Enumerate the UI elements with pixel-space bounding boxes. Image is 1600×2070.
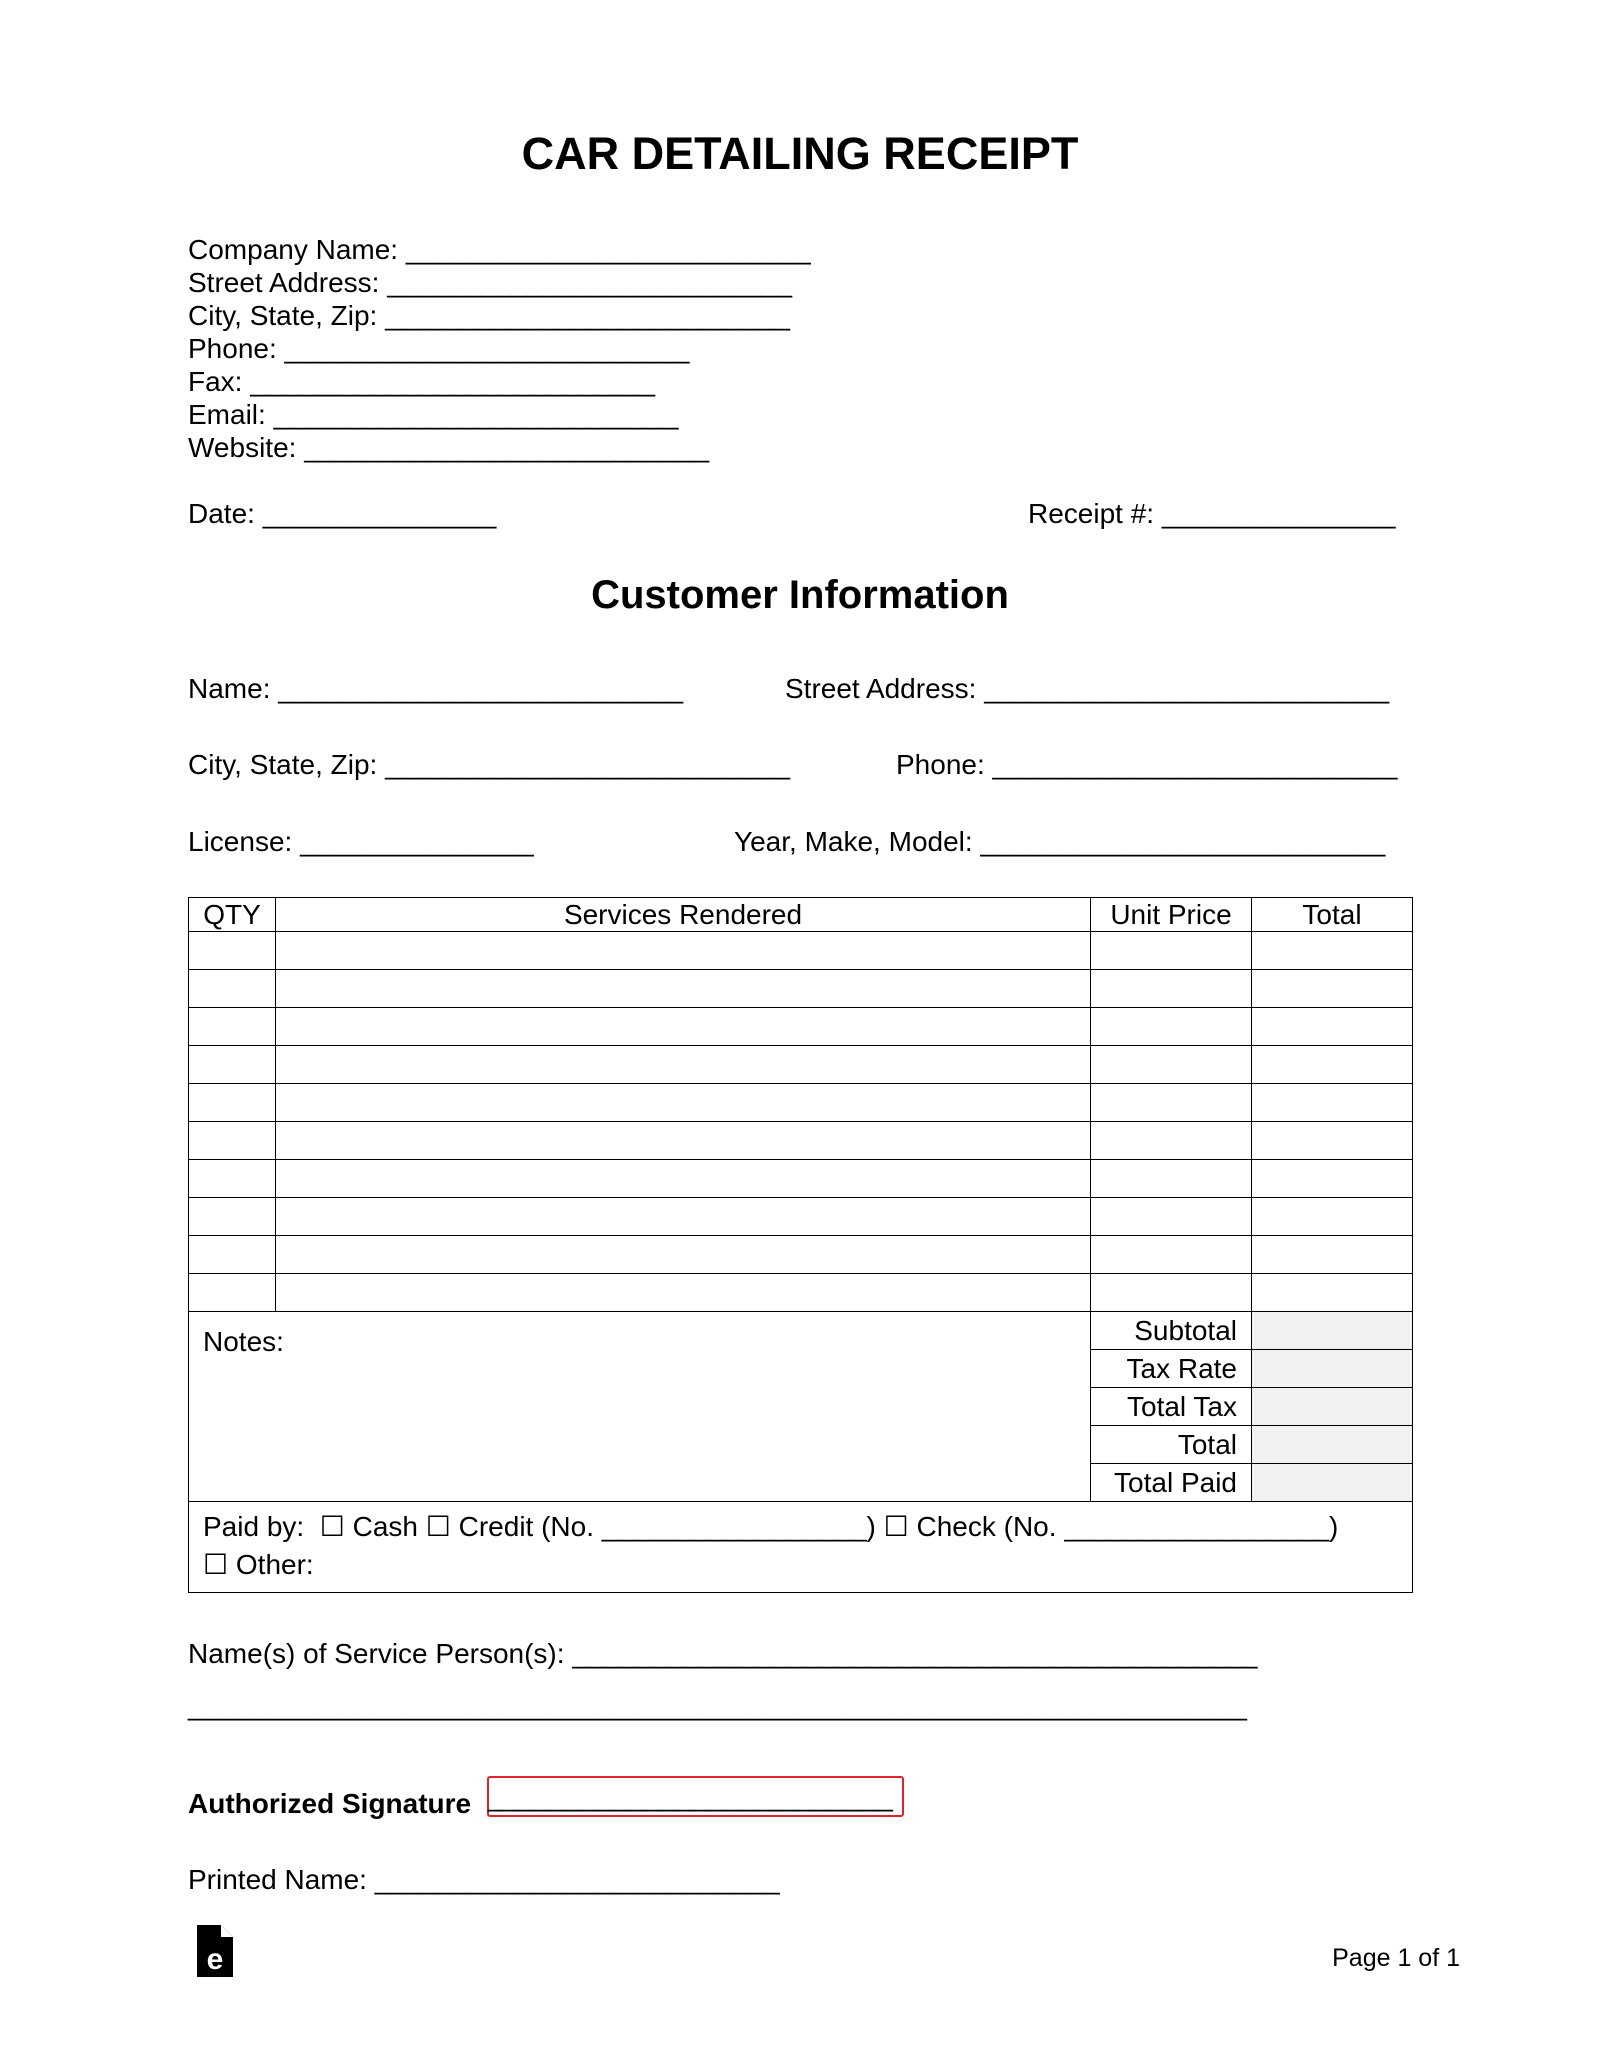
- total-cell[interactable]: [1252, 1198, 1413, 1236]
- customer-phone-field[interactable]: Phone: __________________________: [896, 749, 1398, 780]
- table-row[interactable]: [189, 1274, 1413, 1312]
- company-city-field[interactable]: City, State, Zip: __________________________: [188, 300, 790, 331]
- services-table: [188, 897, 1413, 1593]
- document-e-logo-icon: [197, 1925, 233, 1977]
- vehicle-field[interactable]: Year, Make, Model: __________________________: [734, 826, 1386, 857]
- receipt-number-field[interactable]: Receipt #: _______________: [1028, 498, 1396, 529]
- service-cell[interactable]: [276, 1160, 1091, 1198]
- svg-text:e: e: [206, 1943, 224, 1976]
- company-name-field[interactable]: Company Name: __________________________: [188, 234, 811, 265]
- total-value[interactable]: [1252, 1426, 1413, 1464]
- payment-options-line[interactable]: Paid by: ☐ Cash ☐ Credit (No. _________________) ☐ Check (No. _________________): [203, 1511, 1339, 1542]
- customer-street-field[interactable]: Street Address: __________________________: [785, 673, 1390, 704]
- unit-price-cell[interactable]: [1091, 1236, 1252, 1274]
- subtotal-label: Subtotal: [1091, 1312, 1252, 1350]
- service-cell[interactable]: [276, 1084, 1091, 1122]
- signature-line[interactable]: __________________________: [488, 1781, 893, 1812]
- signature-label: Authorized Signature: [188, 1788, 472, 1819]
- tax-rate-label: Tax Rate: [1091, 1350, 1252, 1388]
- service-cell[interactable]: [276, 932, 1091, 970]
- tax-rate-value[interactable]: [1252, 1350, 1413, 1388]
- service-cell[interactable]: [276, 970, 1091, 1008]
- total-cell[interactable]: [1252, 1122, 1413, 1160]
- qty-cell[interactable]: [189, 932, 276, 970]
- total-tax-value[interactable]: [1252, 1388, 1413, 1426]
- company-fax-field[interactable]: Fax: __________________________: [188, 366, 656, 397]
- qty-cell[interactable]: [189, 1160, 276, 1198]
- total-paid-label: Total Paid: [1091, 1464, 1252, 1502]
- payment-other-line[interactable]: ☐ Other:: [203, 1549, 314, 1580]
- table-row[interactable]: [189, 1046, 1413, 1084]
- payment-row: [189, 1502, 1413, 1593]
- unit-price-cell[interactable]: [1091, 932, 1252, 970]
- total-tax-label: Total Tax: [1091, 1388, 1252, 1426]
- unit-price-cell[interactable]: [1091, 1160, 1252, 1198]
- unit-price-cell[interactable]: [1091, 1274, 1252, 1312]
- service-cell[interactable]: [276, 1008, 1091, 1046]
- table-row[interactable]: [189, 1084, 1413, 1122]
- table-row[interactable]: [189, 1236, 1413, 1274]
- service-persons-line-2[interactable]: ____________________________________________________________________: [188, 1690, 1247, 1721]
- table-row[interactable]: [189, 1122, 1413, 1160]
- unit-price-header: Unit Price: [1091, 898, 1252, 932]
- qty-cell[interactable]: [189, 1274, 276, 1312]
- notes-area[interactable]: [189, 1312, 1091, 1502]
- subtotal-value[interactable]: [1252, 1312, 1413, 1350]
- license-field[interactable]: License: _______________: [188, 826, 534, 857]
- company-email-field[interactable]: Email: __________________________: [188, 399, 679, 430]
- total-cell[interactable]: [1252, 1046, 1413, 1084]
- printed-name-field[interactable]: Printed Name: __________________________: [188, 1864, 780, 1895]
- total-cell[interactable]: [1252, 1236, 1413, 1274]
- qty-cell[interactable]: [189, 1046, 276, 1084]
- table-header-row: [189, 898, 1413, 932]
- service-cell[interactable]: [276, 1198, 1091, 1236]
- service-cell[interactable]: [276, 1122, 1091, 1160]
- date-field[interactable]: Date: _______________: [188, 498, 497, 529]
- service-persons-field[interactable]: Name(s) of Service Person(s): ____________________________________________: [188, 1638, 1258, 1669]
- total-cell[interactable]: [1252, 1084, 1413, 1122]
- table-row[interactable]: [189, 970, 1413, 1008]
- unit-price-cell[interactable]: [1091, 1008, 1252, 1046]
- service-cell[interactable]: [276, 1046, 1091, 1084]
- company-phone-field[interactable]: Phone: __________________________: [188, 333, 690, 364]
- qty-cell[interactable]: [189, 1084, 276, 1122]
- total-cell[interactable]: [1252, 932, 1413, 970]
- total-header: Total: [1252, 898, 1413, 932]
- unit-price-cell[interactable]: [1091, 1198, 1252, 1236]
- service-cell[interactable]: [276, 1236, 1091, 1274]
- table-row[interactable]: [189, 1008, 1413, 1046]
- unit-price-cell[interactable]: [1091, 970, 1252, 1008]
- page-title: CAR DETAILING RECEIPT: [521, 128, 1079, 179]
- table-row[interactable]: [189, 932, 1413, 970]
- payment-method-cell[interactable]: [189, 1502, 1413, 1593]
- qty-cell[interactable]: [189, 1122, 276, 1160]
- table-row[interactable]: [189, 1160, 1413, 1198]
- company-street-field[interactable]: Street Address: __________________________: [188, 267, 793, 298]
- total-label: Total: [1091, 1426, 1252, 1464]
- total-cell[interactable]: [1252, 970, 1413, 1008]
- unit-price-cell[interactable]: [1091, 1046, 1252, 1084]
- table-row[interactable]: [189, 1198, 1413, 1236]
- qty-cell[interactable]: [189, 1008, 276, 1046]
- notes-label: Notes:: [203, 1326, 284, 1357]
- qty-cell[interactable]: [189, 1198, 276, 1236]
- company-website-field[interactable]: Website: __________________________: [188, 432, 710, 463]
- page-number: Page 1 of 1: [1332, 1944, 1460, 1972]
- services-header: Services Rendered: [276, 898, 1091, 932]
- unit-price-cell[interactable]: [1091, 1084, 1252, 1122]
- summary-row-subtotal: [189, 1312, 1413, 1350]
- service-cell[interactable]: [276, 1274, 1091, 1312]
- qty-header: QTY: [189, 898, 276, 932]
- customer-name-field[interactable]: Name: __________________________: [188, 673, 684, 704]
- customer-city-field[interactable]: City, State, Zip: __________________________: [188, 749, 790, 780]
- unit-price-cell[interactable]: [1091, 1122, 1252, 1160]
- total-cell[interactable]: [1252, 1008, 1413, 1046]
- total-paid-value[interactable]: [1252, 1464, 1413, 1502]
- customer-info-heading: Customer Information: [591, 573, 1009, 617]
- total-cell[interactable]: [1252, 1160, 1413, 1198]
- qty-cell[interactable]: [189, 970, 276, 1008]
- qty-cell[interactable]: [189, 1236, 276, 1274]
- total-cell[interactable]: [1252, 1274, 1413, 1312]
